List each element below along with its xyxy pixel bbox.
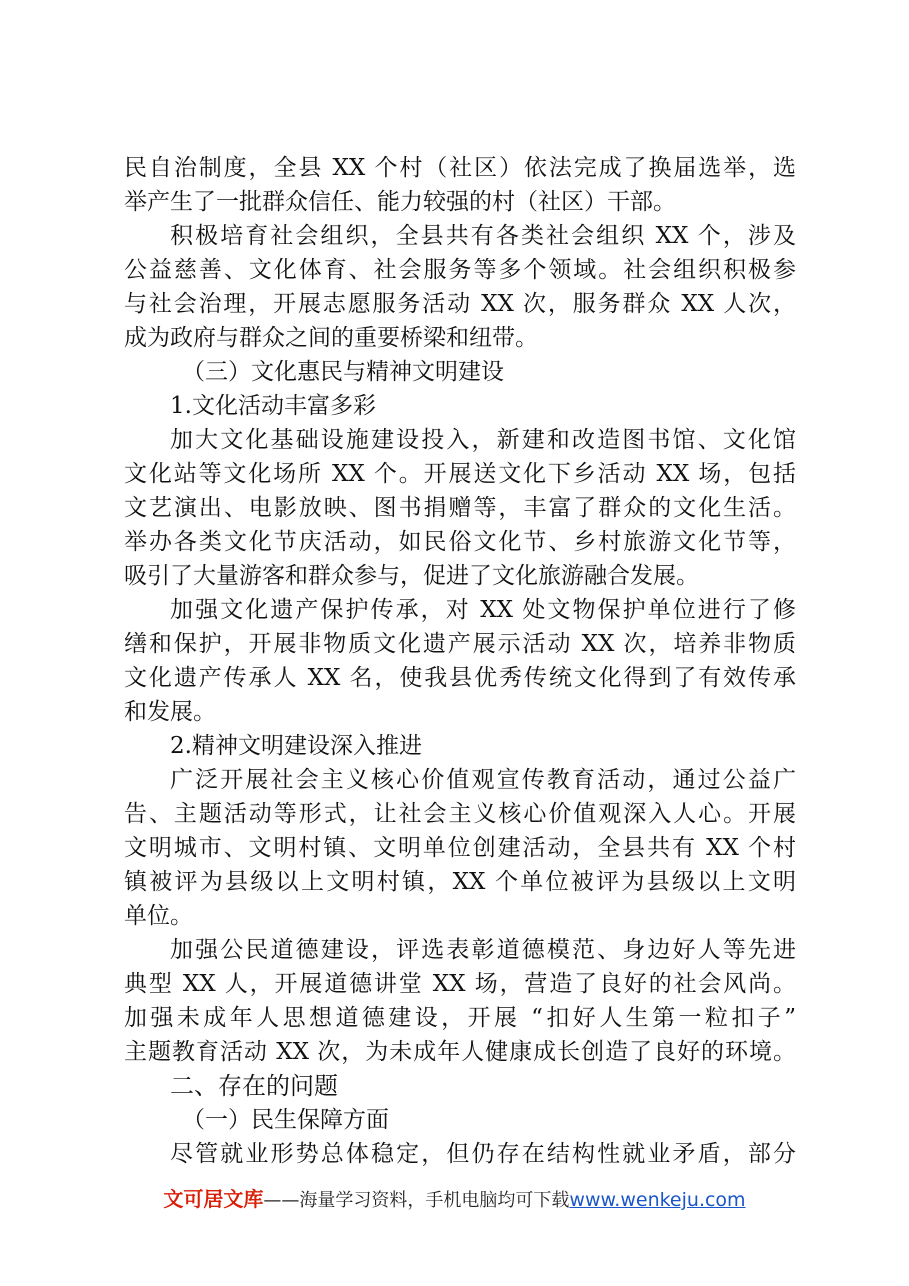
body-line: 积极培育社会组织，全县共有各类社会组织 XX 个，涉及 bbox=[170, 223, 796, 249]
body-line: 告、主题活动等形式，让社会主义核心价值观深入人心。开展 bbox=[124, 801, 796, 827]
body-line: 民自治制度，全县 XX 个村（社区）依法完成了换届选举，选 bbox=[124, 155, 796, 181]
body-line: 文化站等文化场所 XX 个。开展送文化下乡活动 XX 场，包括 bbox=[124, 461, 796, 487]
body-line: 文化遗产传承人 XX 名，使我县优秀传统文化得到了有效传承 bbox=[124, 665, 796, 691]
body-line: 加强文化遗产保护传承，对 XX 处文物保护单位进行了修 bbox=[170, 597, 796, 623]
section-heading: （一）民生保障方面 bbox=[182, 1107, 389, 1133]
body-line: 文明城市、文明村镇、文明单位创建活动，全县共有 XX 个村 bbox=[124, 835, 796, 861]
body-line: 典型 XX 人，开展道德讲堂 XX 场，营造了良好的社会风尚。 bbox=[124, 971, 796, 997]
website-link[interactable]: www.wenkeju.com bbox=[569, 1189, 746, 1211]
body-line: 吸引了大量游客和群众参与，促进了文化旅游融合发展。 bbox=[124, 563, 699, 589]
body-line: 尽管就业形势总体稳定，但仍存在结构性就业矛盾，部分 bbox=[170, 1141, 796, 1167]
body-line: 单位。 bbox=[124, 903, 193, 929]
subsection-heading: 2.精神文明建设深入推进 bbox=[170, 733, 422, 759]
brand-name: 文可居文库 bbox=[163, 1187, 264, 1211]
body-line: 与社会治理，开展志愿服务活动 XX 次，服务群众 XX 人次， bbox=[124, 291, 796, 317]
body-line: 和发展。 bbox=[124, 699, 216, 725]
body-line: 主题教育活动 XX 次，为未成年人健康成长创造了良好的环境。 bbox=[124, 1039, 796, 1065]
body-line: 举产生了一批群众信任、能力较强的村（社区）干部。 bbox=[124, 189, 676, 215]
body-line: 成为政府与群众之间的重要桥梁和纽带。 bbox=[124, 325, 538, 351]
body-line: 文艺演出、电影放映、图书捐赠等，丰富了群众的文化生活。 bbox=[124, 495, 796, 521]
footer-banner bbox=[0, 1183, 909, 1212]
section-heading: （三）文化惠民与精神文明建设 bbox=[182, 359, 504, 385]
subsection-heading: 1.文化活动丰富多彩 bbox=[170, 393, 376, 419]
body-line: 加强未成年人思想道德建设，开展 “扣好人生第一粒扣子” bbox=[124, 1005, 796, 1031]
body-line: 加大文化基础设施建设投入，新建和改造图书馆、文化馆 bbox=[170, 427, 796, 453]
body-line: 公益慈善、文化体育、社会服务等多个领域。社会组织积极参 bbox=[124, 257, 796, 283]
chapter-heading: 二、存在的问题 bbox=[170, 1072, 338, 1100]
body-line: 举办各类文化节庆活动，如民俗文化节、乡村旅游文化节等， bbox=[124, 529, 796, 555]
body-line: 加强公民道德建设，评选表彰道德模范、身边好人等先进 bbox=[170, 937, 796, 963]
body-line: 镇被评为县级以上文明村镇，XX 个单位被评为县级以上文明 bbox=[124, 869, 796, 895]
body-line: 广泛开展社会主义核心价值观宣传教育活动，通过公益广 bbox=[170, 767, 796, 793]
footer-slogan: ——海量学习资料，手机电脑均可下载 bbox=[263, 1190, 570, 1211]
body-line: 缮和保护，开展非物质文化遗产展示活动 XX 次，培养非物质 bbox=[124, 631, 796, 657]
